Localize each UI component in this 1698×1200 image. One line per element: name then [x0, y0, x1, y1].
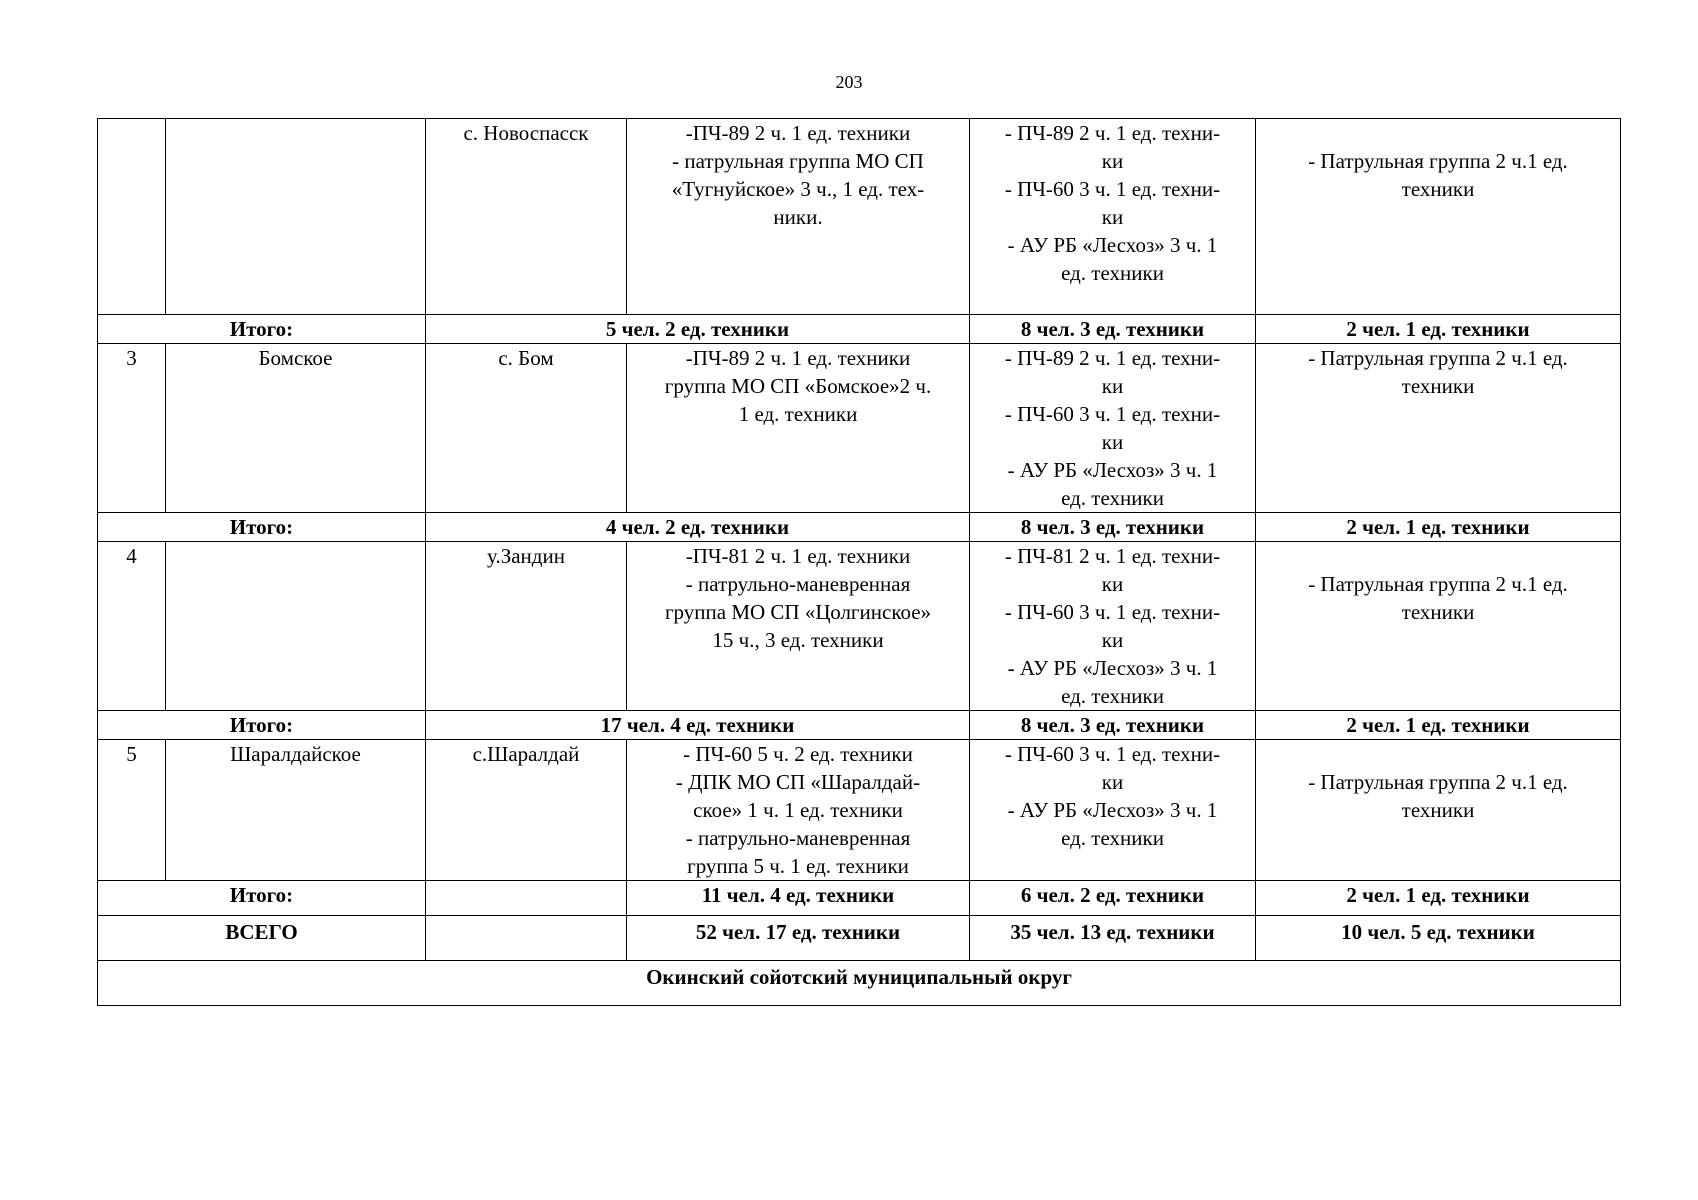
section-header-row	[98, 961, 1621, 1006]
subtotal-patrol: 2 чел. 1 ед. техники	[1256, 711, 1621, 740]
subtotal-forces: 4 чел. 2 ед. техники	[426, 513, 970, 542]
forces-line: «Тугнуйское» 3 ч., 1 ед. тех-	[671, 177, 925, 201]
forces-line: 15 ч., 3 ед. техники	[712, 628, 884, 652]
forces-line: - ПЧ-60 5 ч. 2 ед. техники	[683, 742, 913, 766]
reserve-line: - АУ РБ «Лесхоз» 3 ч. 1	[1007, 798, 1218, 822]
patrol-line: - Патрульная группа 2 ч.1 ед.	[1308, 149, 1568, 173]
reserve-line: - ПЧ-81 2 ч. 1 ед. техни-	[1004, 544, 1221, 568]
subtotal-forces: 17 чел. 4 ед. техники	[426, 711, 970, 740]
grand-total-patrol: 10 чел. 5 ед. техники	[1256, 916, 1621, 961]
grand-total-row	[98, 916, 1621, 961]
row-number	[98, 119, 166, 315]
locality-cell: с. Бом	[426, 344, 627, 513]
subtotal-label: Итого:	[98, 711, 426, 740]
subtotal-row	[98, 513, 1621, 542]
subtotal-reserve: 8 чел. 3 ед. техники	[970, 315, 1256, 344]
subtotal-patrol: 2 чел. 1 ед. техники	[1256, 513, 1621, 542]
patrol-line: - Патрульная группа 2 ч.1 ед.	[1308, 346, 1568, 370]
patrol-line: - Патрульная группа 2 ч.1 ед.	[1308, 572, 1568, 596]
reserve-line: - ПЧ-60 3 ч. 1 ед. техни-	[1004, 177, 1221, 201]
grand-total-reserve: 35 чел. 13 ед. техники	[970, 916, 1256, 961]
reserve-line: - АУ РБ «Лесхоз» 3 ч. 1	[1007, 656, 1218, 680]
subtotal-label: Итого:	[98, 315, 426, 344]
reserve-line: - АУ РБ «Лесхоз» 3 ч. 1	[1007, 458, 1218, 482]
reserve-line: - ПЧ-60 3 ч. 1 ед. техни-	[1004, 600, 1221, 624]
reserve-cell	[970, 542, 1256, 711]
row-number: 4	[98, 542, 166, 711]
section-header: Окинский сойотский муниципальный округ	[98, 961, 1621, 1006]
subtotal-locality	[426, 881, 627, 916]
table-row	[98, 344, 1621, 513]
settlement-name: Бомское	[166, 344, 426, 513]
forces-cell	[627, 344, 970, 513]
forces-line: ское» 1 ч. 1 ед. техники	[693, 798, 903, 822]
forces-line: - патрульно-маневренная	[685, 572, 911, 596]
subtotal-row	[98, 881, 1621, 916]
reserve-cell	[970, 119, 1256, 315]
reserve-line: ки	[1101, 374, 1124, 398]
locality-cell: с.Шаралдай	[426, 740, 627, 881]
subtotal-label: Итого:	[98, 881, 426, 916]
forces-cell	[627, 119, 970, 315]
subtotal-reserve: 8 чел. 3 ед. техники	[970, 711, 1256, 740]
reserve-cell	[970, 344, 1256, 513]
grand-total-forces: 52 чел. 17 ед. техники	[627, 916, 970, 961]
settlement-name	[166, 119, 426, 315]
locality-cell: с. Новоспасск	[426, 119, 627, 315]
table-row	[98, 740, 1621, 881]
subtotal-row	[98, 315, 1621, 344]
patrol-cell	[1256, 119, 1621, 315]
patrol-line: техники	[1401, 374, 1475, 398]
forces-line: 1 ед. техники	[738, 402, 858, 426]
table-row	[98, 119, 1621, 315]
grand-total-label: ВСЕГО	[98, 916, 426, 961]
subtotal-row	[98, 711, 1621, 740]
patrol-cell	[1256, 542, 1621, 711]
subtotal-reserve: 8 чел. 3 ед. техники	[970, 513, 1256, 542]
forces-table	[97, 118, 1621, 1006]
settlement-name: Шаралдайское	[166, 740, 426, 881]
reserve-line: - АУ РБ «Лесхоз» 3 ч. 1	[1007, 233, 1218, 257]
subtotal-forces: 5 чел. 2 ед. техники	[426, 315, 970, 344]
patrol-line: - Патрульная группа 2 ч.1 ед.	[1308, 770, 1568, 794]
reserve-line: ед. техники	[1061, 486, 1164, 510]
reserve-line: ки	[1101, 628, 1124, 652]
table-row	[98, 542, 1621, 711]
row-number: 5	[98, 740, 166, 881]
reserve-line: - ПЧ-60 3 ч. 1 ед. техни-	[1004, 402, 1221, 426]
forces-line: - ДПК МО СП «Шаралдай-	[675, 770, 921, 794]
reserve-line: ки	[1101, 205, 1124, 229]
forces-line: - патрульно-маневренная	[685, 826, 911, 850]
forces-line: группа 5 ч. 1 ед. техники	[687, 854, 909, 878]
locality-cell: у.Зандин	[426, 542, 627, 711]
forces-line: -ПЧ-81 2 ч. 1 ед. техники	[685, 544, 911, 568]
subtotal-reserve: 6 чел. 2 ед. техники	[970, 881, 1256, 916]
settlement-name	[166, 542, 426, 711]
reserve-cell	[970, 740, 1256, 881]
grand-total-locality	[426, 916, 627, 961]
forces-line: ники.	[773, 205, 823, 229]
reserve-line: - ПЧ-89 2 ч. 1 ед. техни-	[1004, 121, 1221, 145]
reserve-line: ки	[1101, 770, 1124, 794]
forces-cell	[627, 740, 970, 881]
subtotal-patrol: 2 чел. 1 ед. техники	[1256, 881, 1621, 916]
patrol-line: техники	[1401, 798, 1475, 822]
forces-line: -ПЧ-89 2 ч. 1 ед. техники	[685, 121, 911, 145]
row-number: 3	[98, 344, 166, 513]
reserve-line: ед. техники	[1061, 826, 1164, 850]
reserve-line: ки	[1101, 149, 1124, 173]
forces-line: -ПЧ-89 2 ч. 1 ед. техники	[685, 346, 911, 370]
patrol-line: техники	[1401, 600, 1475, 624]
reserve-line: - ПЧ-89 2 ч. 1 ед. техни-	[1004, 346, 1221, 370]
forces-line: группа МО СП «Цолгинское»	[664, 600, 932, 624]
forces-cell	[627, 542, 970, 711]
page-number: 203	[835, 72, 863, 92]
reserve-line: ки	[1101, 572, 1124, 596]
patrol-cell	[1256, 344, 1621, 513]
reserve-line: ед. техники	[1061, 261, 1164, 285]
patrol-line: техники	[1401, 177, 1475, 201]
subtotal-patrol: 2 чел. 1 ед. техники	[1256, 315, 1621, 344]
reserve-line: ед. техники	[1061, 684, 1164, 708]
reserve-line: ки	[1101, 430, 1124, 454]
forces-line: - патрульная группа МО СП	[672, 149, 924, 173]
forces-line: группа МО СП «Бомское»2 ч.	[664, 374, 932, 398]
patrol-cell	[1256, 740, 1621, 881]
subtotal-forces: 11 чел. 4 ед. техники	[627, 881, 970, 916]
subtotal-label: Итого:	[98, 513, 426, 542]
reserve-line: - ПЧ-60 3 ч. 1 ед. техни-	[1004, 742, 1221, 766]
